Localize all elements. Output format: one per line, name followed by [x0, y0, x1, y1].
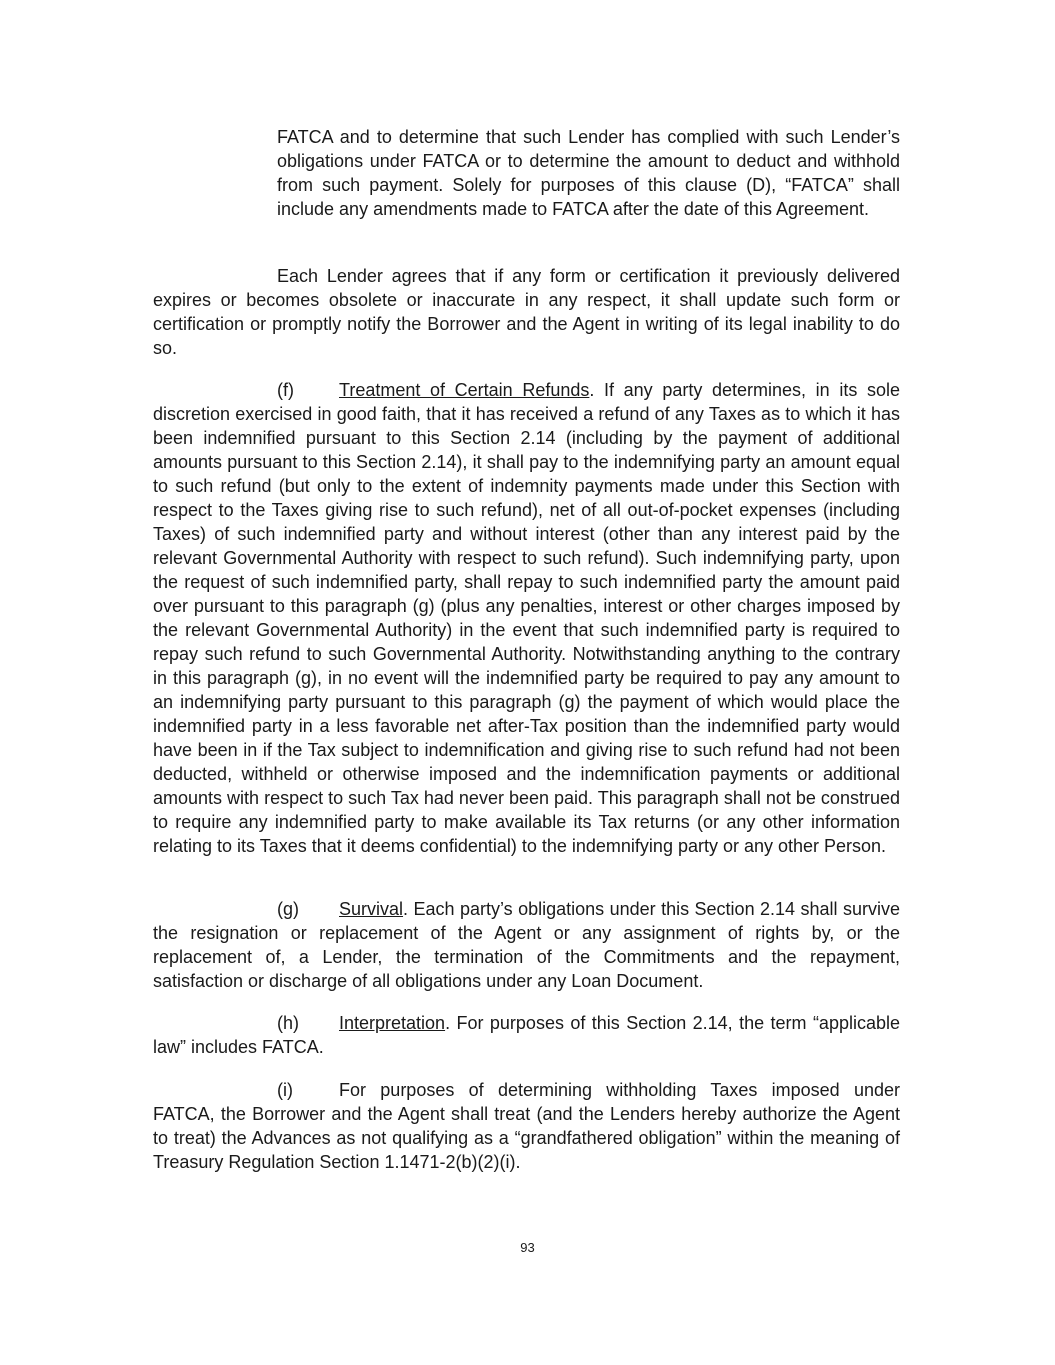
page-number: 93: [520, 1240, 535, 1255]
clause-marker: (h): [277, 1013, 299, 1033]
paragraph-text: Each Lender agrees that if any form or certification it previously delivered expires or becomes obsolete or inaccurate in any respect, it shall update such form or certification or promptly notify the Borrower and the Agent in writing of its legal inability to do so.: [153, 266, 900, 358]
paragraph-text: FATCA and to determine that such Lender has complied with such Lender’s obligations under FATCA or to determine the amount to deduct and withhold from such payment. Solely for purposes of this clause (D), “FATCA” shall include any amendments made to FATCA after the date of this Agreement.: [277, 127, 900, 219]
section-g-survival: [153, 897, 900, 993]
section-h-interpretation: [153, 1011, 900, 1059]
paragraph-text: For purposes of determining withholding Taxes imposed under FATCA, the Borrower and the Agent shall treat (and the Lenders hereby authorize the Agent to treat) the Advances as not qualifying as a “grandfathered obligation” within the meaning of Treasury Regulation Section 1.1471-2(b)(2)(i).: [153, 1080, 900, 1172]
paragraph-text: . Each party’s obligations under this Section 2.14 shall survive the resignation or replacement of the Agent or any assignment of rights by, or the replacement of, a Lender, the termination of the Commitments and the repayment, satisfaction or discharge of all obligations under any Loan Document.: [153, 899, 900, 991]
section-i-grandfathered: [153, 1078, 900, 1174]
paragraph-fatca-continuation: [277, 125, 900, 221]
paragraph-text: . If any party determines, in its sole discretion exercised in good faith, that it has received a refund of any Taxes as to which it has been indemnified pursuant to this Section 2.14 (including by the payment of additional amounts pursuant to this Section 2.14), it shall pay to the indemnifying party an amount equal to such refund (but only to the extent of indemnity payments made under this Section with respect to the Taxes giving rise to such refund), net of all out-of-pocket expenses (including Taxes) of such indemnified party and without interest (other than any interest paid by the relevant Governmental Authority with respect to such refund). Such indemnifying party, upon the request of such indemnified party, shall repay to such indemnified party the amount paid over pursuant to this paragraph (g) (plus any penalties, interest or other charges imposed by the relevant Governmental Authority) in the event that such indemnified party is required to repay such refund to such Governmental Authority. Notwithstanding anything to the contrary in this paragraph (g), in no event will the indemnified party be required to pay any amount to an indemnifying party pursuant to this paragraph (g) the payment of which would place the indemnified party in a less favorable net after-Tax position than the indemnified party would have been in if the Tax subject to indemnification and giving rise to such refund had not been deducted, withheld or otherwise imposed and the indemnification payments or additional amounts with respect to such Tax had never been paid. This paragraph shall not be construed to require any indemnified party to make available its Tax returns (or any other information relating to its Taxes that it deems confidential) to the indemnifying party or any other Person.: [153, 380, 900, 856]
paragraph-text: . For purposes of this Section 2.14, the term “applicable law” includes FATCA.: [153, 1013, 900, 1057]
clause-heading: Survival: [339, 899, 404, 919]
clause-marker: (g): [277, 899, 299, 919]
clause-marker: (i): [277, 1080, 293, 1100]
clause-marker: (f): [277, 380, 294, 400]
paragraph-form-update: [153, 264, 900, 360]
clause-heading: Treatment of Certain Refunds: [339, 380, 590, 400]
clause-heading: Interpretation: [339, 1013, 446, 1033]
section-f-refunds: [153, 378, 900, 858]
